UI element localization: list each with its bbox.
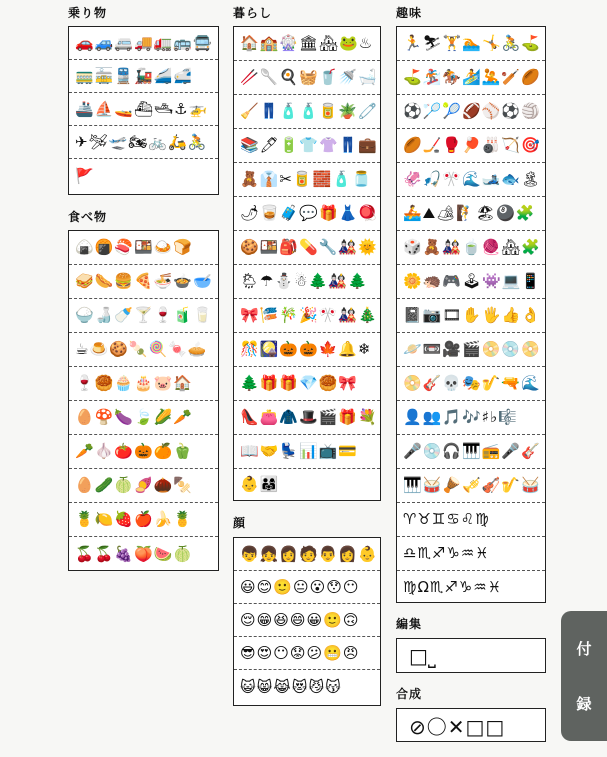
food-row: 🍚🍶🍼🍸🍷🧃🥛: [69, 299, 218, 333]
hobby-row: 🚣⛰🏕🧗🏖🎱🧩: [397, 197, 545, 231]
life-row: 📖🤝💺📊📺💳: [234, 435, 380, 469]
hobby-row: 👤👥🎵🎶♯♭🎼: [397, 401, 545, 435]
faces-row: 😺😸😹😻😼😽: [240, 677, 342, 696]
hobby-row: ⚽🏸🎾🏈⚾⚽🏐: [397, 95, 545, 129]
food-row: 🍍🍋🍓🍎🍌🍍: [69, 503, 218, 537]
food-row: 🥕🧄🍅🎃🍊🫑: [69, 435, 218, 469]
life-row: 🌦☂⛄☃🌲🎎🌲: [234, 265, 380, 299]
faces-box: [233, 537, 381, 706]
faces-row: 😃😊🙂😐😮😯😶: [234, 571, 380, 604]
hobby-box: [396, 26, 546, 603]
section-title-vehicles: 乗り物: [68, 6, 108, 20]
appendix-tab[interactable]: [561, 611, 607, 741]
hobby-row: 🏉🏒🥊🏓🎳🏹🎯: [397, 129, 545, 163]
food-row: 🍙🍘🍣🍱🍛🍞: [69, 231, 218, 265]
vehicles-row: ✈🛩🛫🏍🚲🛵🚴: [69, 126, 218, 159]
food-box: [68, 230, 219, 571]
faces-row: 👦👧👩🧑👨👩👶: [234, 538, 380, 571]
life-row: 👶👨‍👩‍👧: [240, 475, 280, 493]
hobby-row: ♈♉♊♋♌♍: [397, 503, 545, 537]
section-title-edit: 編集: [396, 617, 423, 631]
life-row: 📚🖊🔋👕👚👖💼: [234, 129, 380, 163]
faces-row: 😎😍😶😟😕😬😠: [234, 637, 380, 670]
section-title-compose: 合成: [396, 687, 423, 701]
food-row: 🍒🍒🍇🍑🍉🍈: [75, 544, 194, 563]
food-row: 🥚🍄🍆🍃🌽🥕: [69, 401, 218, 435]
life-box: [233, 26, 381, 501]
life-row: 👠👛🧥🎩🎬🎁💐: [234, 401, 380, 435]
section-title-faces: 顔: [233, 516, 247, 530]
vehicles-row: 🚃🚋🚆🚂🚄🚅: [69, 60, 218, 93]
life-row: 🌶🥃🧳💬🎁👗🪀: [234, 197, 380, 231]
vehicles-row: 🚩: [75, 166, 95, 185]
appendix-tab-char: 録: [576, 695, 592, 713]
section-title-hobby: 趣味: [396, 6, 423, 20]
hobby-row: 🎲🧸🎎🍵🧶🏘🧩: [397, 231, 545, 265]
edit-box: [396, 638, 546, 673]
edit-symbols: □⎵: [409, 643, 436, 668]
hobby-row: ♎♏♐♑♒♓: [397, 537, 545, 571]
hobby-row: 🏃⛷🏋🏊🤸🚴⛳: [397, 27, 545, 61]
vehicles-row: 🚗🚙🚐🚚🚛🚌🚍: [69, 27, 218, 60]
hobby-row: 📓📷🎞✋🖐👍👌: [397, 299, 545, 333]
compose-symbols: ⊘〇✕□□: [409, 714, 506, 739]
food-row: 🥚🥒🍈🍠🌰🍢: [69, 469, 218, 503]
life-row: 🎊🎑🎃🎃🍁🔔❄: [234, 333, 380, 367]
hobby-row: 🌼🦔🎮🕹👾💻📱: [397, 265, 545, 299]
section-title-food: 食べ物: [68, 210, 108, 224]
section-title-life: 暮らし: [233, 6, 273, 20]
life-row: 🥢🥄🍳🧺🥤🚿🛁: [234, 61, 380, 95]
hobby-row: 📀🎸💀🎭🎷🔫🌊: [397, 367, 545, 401]
hobby-row: 🎤💿🎧🎹📻🎤🎸: [397, 435, 545, 469]
hobby-row: 🪐📼🎥🎬📀💿📀: [397, 333, 545, 367]
life-row: 🧹👖🧴🧴🥫🪴🧷: [234, 95, 380, 129]
food-row: 🍷🥮🧁🎂🐷🏠: [69, 367, 218, 401]
hobby-row: ♍Ω♏♐♑♒♓: [403, 578, 503, 596]
appendix-tab-char: 付: [576, 640, 592, 658]
food-row: ☕🍮🍪🍡🍭🍬🥧: [69, 333, 218, 367]
life-row: 🏠🏫🎡🏛🏘🐸♨: [234, 27, 380, 61]
hobby-row: 🦑🎣🎌🌊🎿🐟🏝: [397, 163, 545, 197]
food-row: 🥪🌭🍔🍕🍜🍲🥣: [69, 265, 218, 299]
life-row: 🧸👔✂🥫🧱🧴🫙: [234, 163, 380, 197]
hobby-row: 🎹🥁🪘🎺🎻🎷🥁: [397, 469, 545, 503]
hobby-row: ⛳🏂🏇🏄🤽🏏🏉: [397, 61, 545, 95]
vehicles-row: 🚢⛵🚤⛴🛥⚓🚁: [69, 93, 218, 126]
vehicles-box: [68, 26, 219, 195]
compose-box: [396, 708, 546, 742]
faces-row: 😌😁😆😄😀🙂🙃: [234, 604, 380, 637]
life-row: 🍪🍱🎒💊🔧🎎🌞: [234, 231, 380, 265]
life-row: 🌲🎁🎁💎🥮🎀: [234, 367, 380, 401]
life-row: 🎀🎏🎋🎉🎌🎎🎄: [234, 299, 380, 333]
